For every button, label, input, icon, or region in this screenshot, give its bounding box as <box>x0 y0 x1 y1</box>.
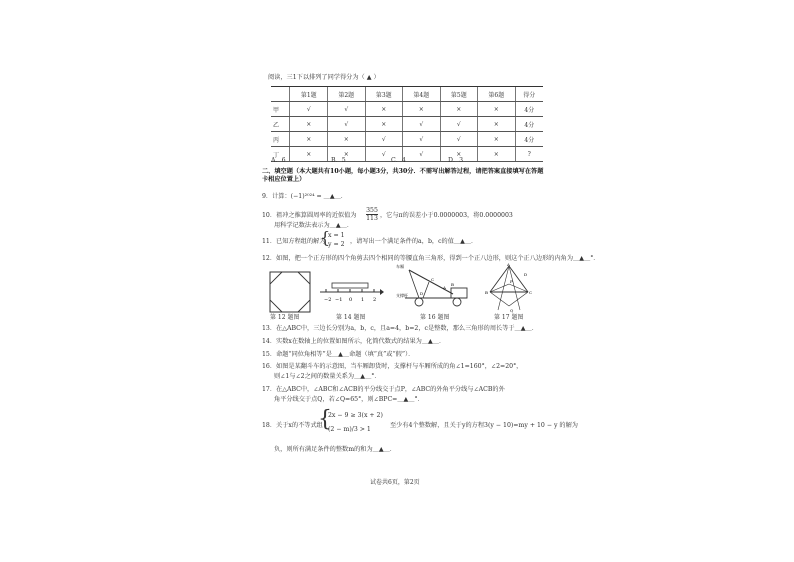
table-cell: 丙 <box>271 132 290 147</box>
tick-label: 0 <box>349 297 353 303</box>
table-cell: √ <box>403 132 441 147</box>
question-18-part-2: 至少有4个整数解，且关于y的方程3(y − 10)=my + 10 − y 的解为 <box>390 422 578 429</box>
system-brace-icon: { <box>320 228 331 247</box>
question-17-line-1: 17．在△ABC中，∠ABC和∠ACB的平分线交于点P，∠ABC的外角平分线与∠ACB的外 <box>262 386 505 393</box>
table-cell: √ <box>440 132 478 147</box>
table-cell: × <box>328 147 366 162</box>
table-cell: √ <box>440 117 478 132</box>
table-cell: 甲 <box>271 102 290 117</box>
figure-12-octagon <box>266 268 316 318</box>
table-row <box>271 132 543 147</box>
truck-label: C <box>431 277 435 282</box>
question-10-part-3: 用科学记数法表示为＿▲＿． <box>274 222 354 229</box>
score-table <box>271 86 543 162</box>
vertex-label: C <box>529 290 533 295</box>
table-cell: 4分 <box>515 117 543 132</box>
table-header-cell: 第6题 <box>478 87 516 102</box>
figure-16-dump-truck <box>395 262 475 310</box>
table-cell: √ <box>290 102 328 117</box>
fraction-denominator: 113 <box>366 215 378 222</box>
figure-12-caption: 第 12 题图 <box>270 314 300 321</box>
question-10-part-2: ，它与π的误差小于0.0000003，将0.0000003 <box>380 212 513 219</box>
tick-label: −1 <box>335 297 343 303</box>
table-cell: × <box>290 117 328 132</box>
q8-option-a: A．6 <box>271 157 286 164</box>
question-17-line-2: 角平分线交于点Q，若∠Q=65°，则∠BPC=＿▲＿°． <box>274 396 424 403</box>
figure-16-caption: 第 16 题图 <box>420 314 450 321</box>
figure-14-number-line <box>318 280 384 304</box>
table-cell: √ <box>328 102 366 117</box>
table-header-cell <box>271 87 290 102</box>
question-9: 9．计算：(−1)²⁰²⁴ = ＿▲＿． <box>262 193 347 200</box>
question-11-part-2: ，请写出一个满足条件的a，b，c的值＿▲＿． <box>350 238 478 245</box>
system-line-2: (2 − m)/3 > 1 <box>328 426 371 433</box>
question-11-part-1: 11．已知方程组的解为 <box>262 238 326 245</box>
table-cell: √ <box>403 117 441 132</box>
table-cell: × <box>365 117 403 132</box>
system-brace-icon: { <box>318 407 332 432</box>
truck-label: A <box>443 285 446 290</box>
table-cell: × <box>365 102 403 117</box>
table-cell: ? <box>515 147 543 162</box>
table-header-cell: 得分 <box>515 87 543 102</box>
table-header-cell: 第2题 <box>328 87 366 102</box>
page-footer: 试卷共6页，第2页 <box>370 479 420 486</box>
system-line-1: 2x − 9 ≥ 3(x + 2) <box>328 412 383 419</box>
tick-label: 2 <box>373 297 377 303</box>
table-cell: × <box>478 102 516 117</box>
table-cell: × <box>478 147 516 162</box>
question-14: 14．实数x在数轴上的位置如图所示，化简代数式的结果为＿▲＿． <box>262 338 446 345</box>
table-cell: √ <box>328 117 366 132</box>
table-cell: 丁 <box>271 147 290 162</box>
figure-14-caption: 第 14 题图 <box>336 314 366 321</box>
q8-stem-tail: 阅读，三1下以排列了同学得分为（ ▲ ） <box>268 74 380 81</box>
table-cell: × <box>403 102 441 117</box>
question-18-part-3: 负，则所有满足条件的整数m的和为＿▲＿． <box>274 446 396 453</box>
table-cell: × <box>440 102 478 117</box>
vertex-label: Q <box>510 308 514 313</box>
table-row <box>271 147 543 162</box>
table-cell: 乙 <box>271 117 290 132</box>
table-cell: 4分 <box>515 132 543 147</box>
fraction-numerator: 355 <box>366 207 378 214</box>
truck-label: B <box>451 282 454 287</box>
figure-17-triangle <box>484 262 534 314</box>
question-16-line-1: 16．如图是某翻斗车的示意图，当车厢卸货时，支撑杆与车厢所成的角∠1=160°，∠2=20°， <box>262 363 523 370</box>
table-cell: × <box>290 147 328 162</box>
table-cell: × <box>440 147 478 162</box>
tick-label: 1 <box>361 297 365 303</box>
section-2-title: 二、填空题（本大题共有10小题，每小题3分，共30分．不需写出解答过程，请把答案直接填写在答题卡相应位置上） <box>262 168 544 183</box>
question-12: 12．如图，把一个正方形的四个角剪去四个相同的等腰直角三角形，得到一个正八边形，则这个正八边形的内角为＿▲＿°． <box>262 255 600 262</box>
truck-label: 车厢 <box>396 264 404 269</box>
q8-option-c: C．4 <box>391 157 406 164</box>
question-10-part-1: 10．祖冲之推算圆周率的近似值为 <box>262 212 357 219</box>
table-cell: × <box>290 132 328 147</box>
table-header-cell: 第1题 <box>290 87 328 102</box>
table-header-cell: 第3题 <box>365 87 403 102</box>
truck-label: 支撑杆 <box>396 293 408 298</box>
vertex-label: A <box>507 262 510 267</box>
table-row <box>271 102 543 117</box>
tick-label: −2 <box>324 297 332 303</box>
system-line-2: y = 2 <box>328 241 345 248</box>
vertex-label: B <box>485 290 488 295</box>
table-cell: √ <box>403 147 441 162</box>
question-15: 15．命题“同位角相等”是＿▲＿命题（填“真”或“假”）． <box>262 351 415 358</box>
vertex-label: D <box>524 272 528 277</box>
table-cell: × <box>328 132 366 147</box>
figure-17-caption: 第 17 题图 <box>494 314 524 321</box>
vertex-label: P <box>510 279 513 284</box>
question-16-line-2: 则∠1与∠2之间的数量关系为＿▲＿°． <box>274 373 381 380</box>
system-line-1: x = 1 <box>328 232 345 239</box>
table-header-cell: 第4题 <box>403 87 441 102</box>
question-13: 13．在△ABC中，三边长分别为a，b，c，且a=4，b=2，c是整数，那么三角形的周长等于＿▲＿． <box>262 325 538 332</box>
table-cell: × <box>478 117 516 132</box>
question-18-part-1: 18．关于x的不等式组 <box>262 422 323 429</box>
table-header-row <box>271 87 543 102</box>
table-cell: √ <box>365 132 403 147</box>
table-cell: √ <box>365 147 403 162</box>
truck-label: D <box>420 291 424 296</box>
table-cell: × <box>478 132 516 147</box>
table-row <box>271 117 543 132</box>
q8-option-d: D．3 <box>448 157 464 164</box>
table-header-cell: 第5题 <box>440 87 478 102</box>
q8-option-b: B．5 <box>331 157 346 164</box>
table-cell: 4分 <box>515 102 543 117</box>
